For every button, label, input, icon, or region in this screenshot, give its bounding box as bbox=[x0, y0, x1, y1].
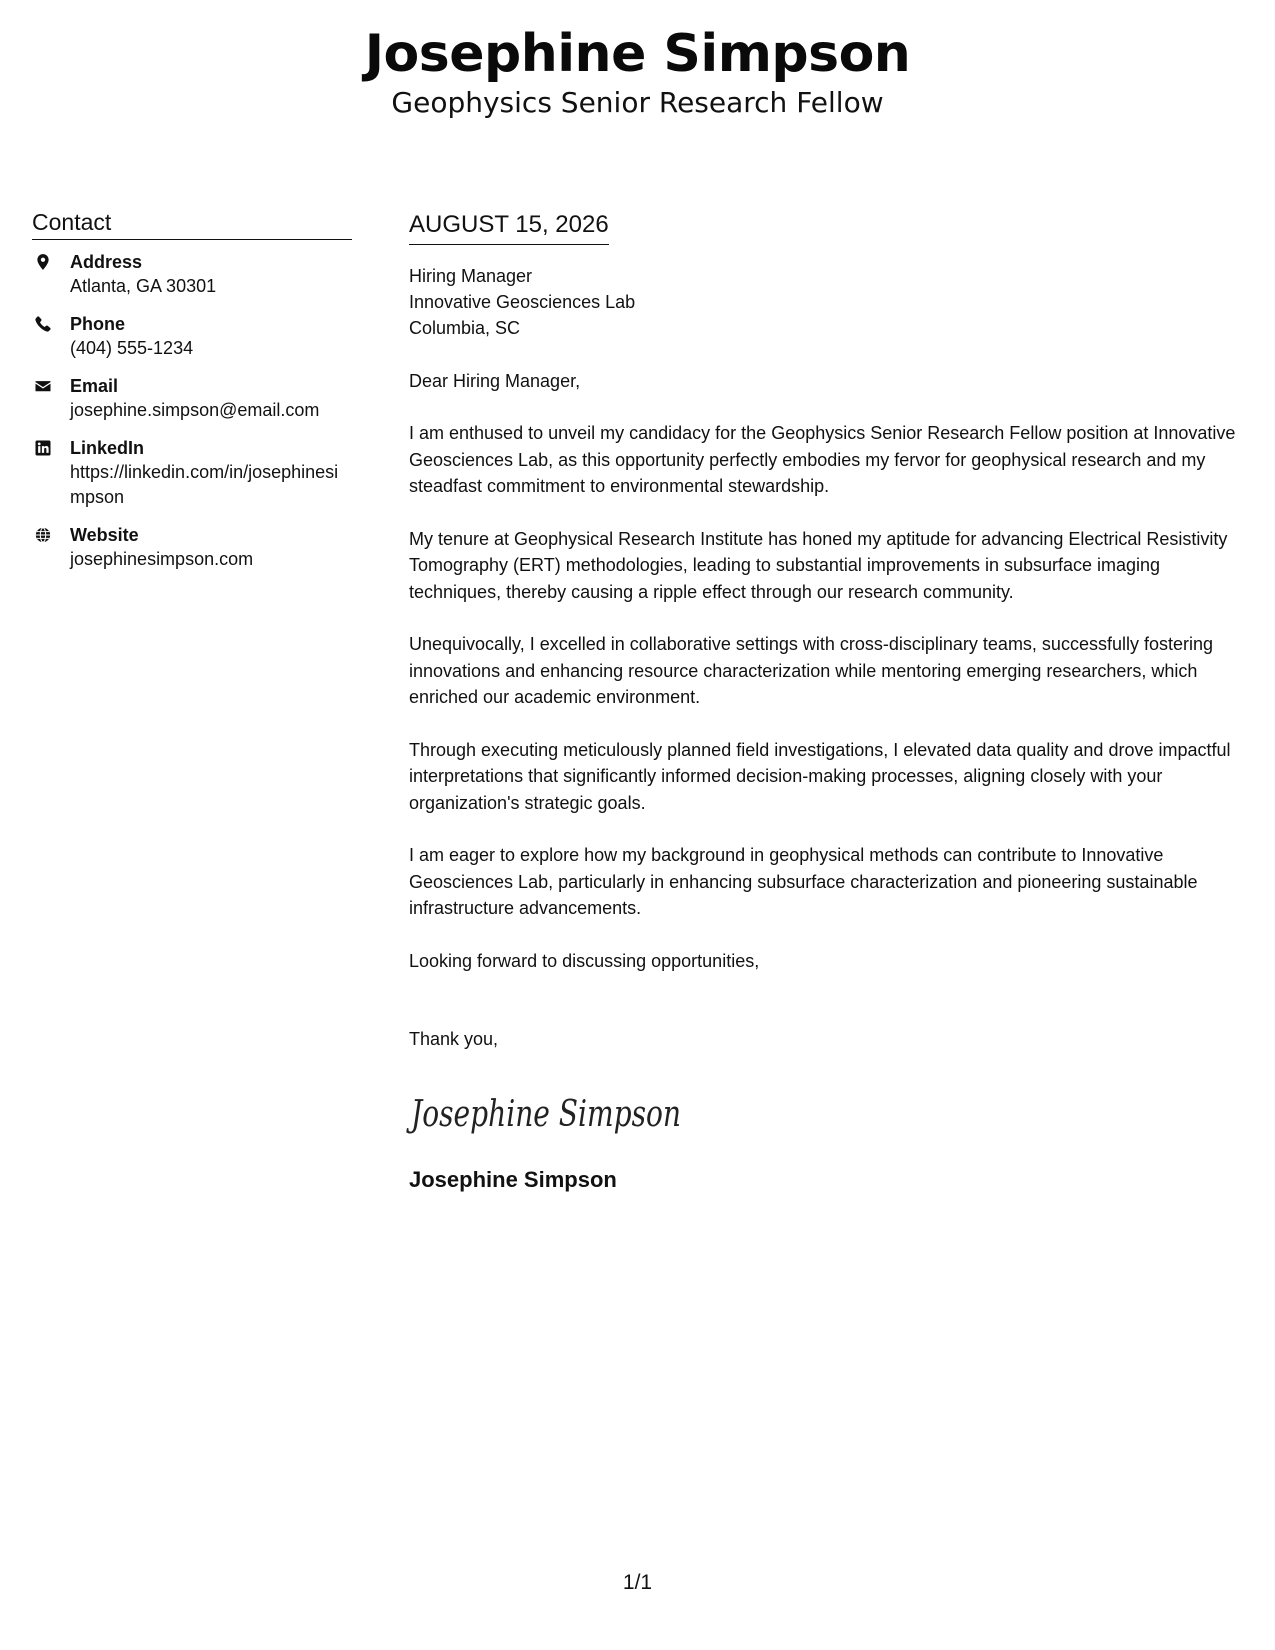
letter-paragraph: I am eager to explore how my background in geophysical methods can contribute to Innovative Geosciences Lab, particularly in enhancing subsurface characterization and pioneering sustainable infrastructure advancements. bbox=[409, 845, 1198, 918]
contact-address bbox=[32, 250, 352, 299]
closing-line: Looking forward to discussing opportunities, bbox=[409, 950, 760, 971]
contact-label: Address bbox=[70, 252, 143, 272]
contact-label: Website bbox=[70, 525, 139, 545]
recipient-location: Columbia, SC bbox=[409, 318, 521, 338]
contact-linkedin bbox=[32, 436, 352, 510]
letter-paragraph: Unequivocally, I excelled in collaborative settings with cross-disciplinary teams, successfully fostering innovations and enhancing resource characterization while mentoring emerging researchers, which enriched our academic environment. bbox=[409, 634, 1214, 707]
contact-value: josephinesimpson.com bbox=[70, 549, 254, 569]
applicant-title: Geophysics Senior Research Fellow bbox=[391, 86, 884, 119]
recipient-name: Hiring Manager bbox=[409, 266, 533, 286]
contact-value: josephine.simpson@email.com bbox=[70, 400, 320, 420]
contact-website bbox=[32, 523, 352, 572]
contact-email bbox=[32, 374, 352, 423]
globe-icon bbox=[34, 526, 52, 544]
handwritten-signature bbox=[405, 1088, 681, 1138]
contact-phone bbox=[32, 312, 352, 361]
signature-text: Josephine Simpson bbox=[405, 1093, 681, 1135]
contact-list bbox=[32, 250, 352, 572]
applicant-name: Josephine Simpson bbox=[364, 24, 911, 84]
letter-paragraph: I am enthused to unveil my candidacy for the Geophysics Senior Research Fellow position at Innovative Geosciences Lab, as this opportunity perfectly embodies my fervor for geophysical research and my steadfast commitment to environmental stewardship. bbox=[409, 423, 1236, 496]
salutation: Dear Hiring Manager, bbox=[409, 371, 581, 391]
signed-name: Josephine Simpson bbox=[409, 1166, 617, 1192]
contact-label: Phone bbox=[70, 314, 126, 334]
phone-icon bbox=[34, 315, 52, 333]
contact-value: https://linkedin.com/in/josephinesimpson bbox=[70, 462, 339, 507]
contact-value: Atlanta, GA 30301 bbox=[70, 276, 217, 296]
recipient-organization: Innovative Geosciences Lab bbox=[409, 292, 636, 312]
letter-date: AUGUST 15, 2026 bbox=[409, 210, 609, 245]
letter-header bbox=[0, 22, 1275, 120]
contact-sidebar bbox=[32, 208, 352, 585]
envelope-icon bbox=[34, 377, 52, 395]
letter-paragraph: Through executing meticulously planned field investigations, I elevated data quality and drove impactful interpretations that significantly informed decision-making processes, aligning closely with your organization's strategic goals. bbox=[409, 739, 1231, 813]
thanks-line: Thank you, bbox=[409, 1028, 499, 1049]
page-number: 1/1 bbox=[622, 1571, 653, 1594]
contact-label: Email bbox=[70, 376, 119, 396]
contact-heading: Contact bbox=[32, 208, 352, 240]
contact-value: (404) 555-1234 bbox=[70, 338, 194, 358]
signature-image bbox=[405, 1088, 681, 1138]
recipient-block bbox=[409, 263, 1254, 341]
contact-label: LinkedIn bbox=[70, 438, 145, 458]
letter-paragraph: My tenure at Geophysical Research Institute has honed my aptitude for advancing Electrical Resistivity Tomography (ERT) methodologies, leading to substantial improvements in subsurface imaging techniques, thereby causing a ripple effect through our research community. bbox=[409, 528, 1228, 602]
letter-body bbox=[405, 210, 1254, 1194]
linkedin-icon bbox=[34, 439, 52, 457]
map-pin-icon bbox=[34, 253, 52, 271]
